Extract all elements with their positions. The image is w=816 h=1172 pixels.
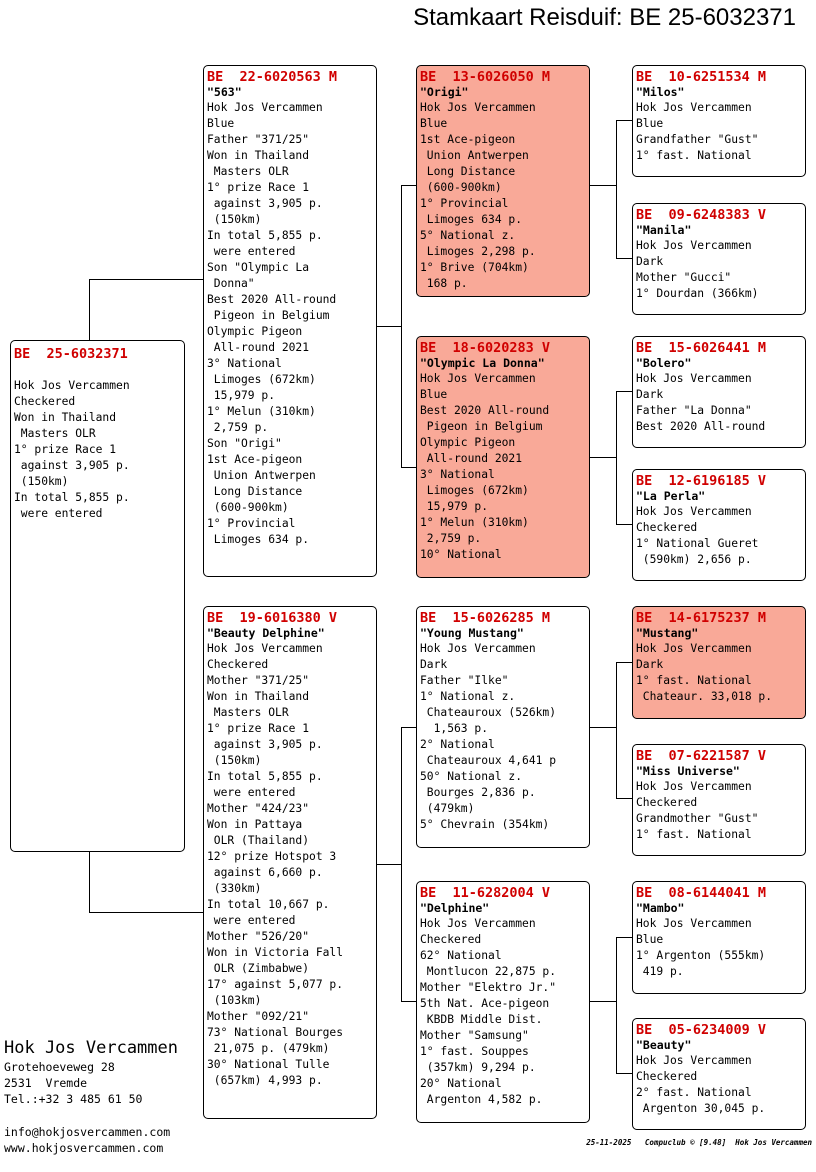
detail-line: 20° National [420, 1077, 502, 1090]
detail-line: against 6,660 p. [207, 866, 323, 879]
pigeon-name: "Milos" [636, 85, 685, 99]
detail-line: Limoges 634 p. [207, 533, 310, 546]
pigeon-name: "La Perla" [636, 489, 706, 503]
owner-city: 2531 Vremde [4, 1076, 88, 1090]
detail-line: (150km) [207, 213, 262, 226]
connector [401, 185, 417, 186]
detail-line: (103km) [207, 994, 262, 1007]
detail-line: Dark [420, 658, 448, 671]
detail-line: Father "La Donna" [636, 404, 752, 417]
connector [589, 457, 616, 458]
detail-line: Son "Olympic La [207, 261, 310, 274]
detail-line: were entered [14, 507, 103, 520]
detail-line: Limoges 634 p. [420, 213, 523, 226]
pigeon-details [636, 1053, 802, 1117]
detail-line: Blue [636, 117, 664, 130]
detail-line: Mother "526/20" [207, 930, 310, 943]
detail-line: Hok Jos Vercammen [420, 917, 536, 930]
ring-number: BE 11-6282004 V [420, 885, 551, 901]
detail-line: Hok Jos Vercammen [207, 101, 323, 114]
detail-line: 1° Melun (310km) [420, 516, 529, 529]
detail-line: Best 2020 All-round [636, 420, 766, 433]
detail-line: Checkered [207, 658, 269, 671]
detail-line: Bourges 2,836 p. [420, 786, 536, 799]
detail-line: Dark [636, 388, 664, 401]
detail-line: Mother "Elektro Jr." [420, 981, 557, 994]
detail-line: Won in Thailand [14, 411, 117, 424]
detail-line: KBDB Middle Dist. [420, 1013, 543, 1026]
detail-line: 1° fast. National [636, 828, 752, 841]
detail-line: 5° National z. [420, 229, 516, 242]
detail-line: 2° National [420, 738, 495, 751]
detail-line: Union Antwerpen [420, 149, 529, 162]
connector [589, 727, 616, 728]
detail-line: Blue [420, 388, 448, 401]
connector [616, 937, 617, 1074]
pigeon-details [420, 100, 586, 292]
pigeon-card-sire-dam[interactable] [416, 336, 590, 578]
detail-line: 73° National Bourges [207, 1026, 344, 1039]
detail-line: 1st Ace-pigeon [420, 133, 516, 146]
detail-line: (479km) [420, 802, 475, 815]
detail-line: 1° Brive (704km) [420, 261, 529, 274]
pigeon-details [207, 100, 373, 548]
detail-line: All-round 2021 [420, 452, 523, 465]
detail-line: Olympic Pigeon [207, 325, 303, 338]
detail-line: 1° fast. Souppes [420, 1045, 529, 1058]
connector [89, 912, 204, 913]
detail-line: Checkered [636, 796, 698, 809]
detail-line: Long Distance [420, 165, 516, 178]
detail-line: Hok Jos Vercammen [636, 780, 752, 793]
detail-line: (357km) 9,294 p. [420, 1061, 536, 1074]
pigeon-card-sire[interactable] [203, 65, 377, 577]
detail-line: Masters OLR [14, 427, 96, 440]
detail-line: Checkered [636, 521, 698, 534]
connector [616, 1073, 633, 1074]
detail-line: Best 2020 All-round [207, 293, 337, 306]
detail-line: against 3,905 p. [207, 197, 323, 210]
detail-line: 62° National [420, 949, 502, 962]
detail-line: Limoges (672km) [420, 484, 529, 497]
detail-line: against 3,905 p. [14, 459, 130, 472]
pigeon-name: "Young Mustang" [420, 626, 524, 640]
detail-line: 1° fast. National [636, 674, 752, 687]
ring-number: BE 22-6020563 M [207, 69, 338, 85]
ring-number: BE 15-6026441 M [636, 340, 767, 356]
pigeon-name: "Beauty Delphine" [207, 626, 325, 640]
detail-line: All-round 2021 [207, 341, 310, 354]
connector [616, 798, 633, 799]
detail-line: Checkered [14, 395, 76, 408]
detail-line: Pigeon in Belgium [420, 420, 543, 433]
detail-line: Argenton 4,582 p. [420, 1093, 543, 1106]
detail-line: Son "Origi" [207, 437, 282, 450]
pigeon-card-dds[interactable] [632, 881, 806, 994]
detail-line: against 3,905 p. [207, 738, 323, 751]
connector [89, 851, 90, 913]
detail-line: Union Antwerpen [207, 469, 316, 482]
detail-line: Olympic Pigeon [420, 436, 516, 449]
connector [401, 727, 417, 728]
detail-line: 21,075 p. (479km) [207, 1042, 330, 1055]
detail-line: (150km) [207, 754, 262, 767]
detail-line: 1,563 p. [420, 722, 489, 735]
detail-line: Limoges 2,298 p. [420, 245, 536, 258]
pigeon-card-dam-dam[interactable] [416, 881, 590, 1123]
ring-number: BE 14-6175237 M [636, 610, 767, 626]
detail-line: OLR (Zimbabwe) [207, 962, 310, 975]
owner-name: Hok Jos Vercammen [4, 1038, 178, 1058]
pigeon-details [636, 504, 802, 568]
pigeon-details [420, 916, 586, 1108]
detail-line: Mother "092/21" [207, 1010, 310, 1023]
ring-number: BE 08-6144041 M [636, 885, 767, 901]
detail-line: Chateauroux 4,641 p [420, 754, 557, 767]
pigeon-name: "Origi" [420, 85, 469, 99]
ring-number: BE 10-6251534 M [636, 69, 767, 85]
pigeon-card-dss[interactable] [632, 606, 806, 719]
pigeon-card-sds[interactable] [632, 336, 806, 448]
pigeon-details [14, 378, 181, 522]
detail-line: 1° Dourdan (366km) [636, 287, 759, 300]
detail-line: Pigeon in Belgium [207, 309, 330, 322]
connector [616, 937, 633, 938]
connector [401, 185, 402, 468]
detail-line: 50° National z. [420, 770, 523, 783]
email-link[interactable]: info@hokjosvercammen.com [4, 1125, 171, 1139]
connector [401, 727, 402, 1002]
detail-line: Hok Jos Vercammen [636, 239, 752, 252]
detail-line: Mother "424/23" [207, 802, 310, 815]
pigeon-details [420, 641, 586, 833]
detail-line: Hok Jos Vercammen [207, 642, 323, 655]
detail-line: Chateaur. 33,018 p. [636, 690, 773, 703]
detail-line: Blue [420, 117, 448, 130]
pigeon-details [636, 641, 802, 705]
pigeon-details [636, 100, 802, 164]
connector [376, 326, 401, 327]
pigeon-details [420, 371, 586, 563]
detail-line: 1° fast. National [636, 149, 752, 162]
pigeon-card-sss[interactable] [632, 65, 806, 177]
detail-line: Blue [207, 117, 235, 130]
pigeon-card-dam[interactable] [203, 606, 377, 1119]
pigeon-card-sire-sire[interactable] [416, 65, 590, 297]
connector [616, 120, 617, 259]
detail-line: Hok Jos Vercammen [636, 372, 752, 385]
detail-line: 10° National [420, 548, 502, 561]
detail-line: Father "371/25" [207, 133, 310, 146]
detail-line: were entered [207, 786, 296, 799]
ring-number: BE 05-6234009 V [636, 1022, 767, 1038]
pigeon-name: "Mustang" [636, 626, 699, 640]
ring-number: BE 12-6196185 V [636, 473, 767, 489]
detail-line: (150km) [14, 475, 69, 488]
detail-line: 1° National z. [420, 690, 516, 703]
detail-line: 12° prize Hotspot 3 [207, 850, 337, 863]
footer-credit: 25-11-2025 Compuclub © [9.48] Hok Jos Vercammen [586, 1138, 812, 1147]
owner-address [4, 1037, 178, 1107]
pigeon-name: "Bolero" [636, 356, 692, 370]
connector [589, 1001, 616, 1002]
detail-line: Father "Ilke" [420, 674, 509, 687]
connector [616, 662, 617, 799]
pigeon-card-dam-sire[interactable] [416, 606, 590, 848]
pigeon-details [636, 238, 802, 302]
detail-line: were entered [207, 914, 296, 927]
detail-line: 15,979 p. [420, 500, 489, 513]
pigeon-card-dsd[interactable] [632, 744, 806, 856]
detail-line: 5th Nat. Ace-pigeon [420, 997, 550, 1010]
pigeon-details [207, 641, 373, 1089]
detail-line: Won in Victoria Fall [207, 946, 344, 959]
detail-line: Hok Jos Vercammen [420, 101, 536, 114]
ring-number: BE 09-6248383 V [636, 207, 767, 223]
detail-line: Donna" [207, 277, 255, 290]
detail-line: In total 5,855 p. [207, 770, 323, 783]
connector [89, 279, 90, 341]
pigeon-name: "Mambo" [636, 901, 685, 915]
detail-line: (657km) 4,993 p. [207, 1074, 323, 1087]
detail-line: Hok Jos Vercammen [636, 1054, 752, 1067]
connector [616, 391, 633, 392]
detail-line: Hok Jos Vercammen [636, 642, 752, 655]
pigeon-name: "Delphine" [420, 901, 490, 915]
detail-line: Hok Jos Vercammen [14, 379, 130, 392]
pigeon-card-ddd[interactable] [632, 1018, 806, 1130]
pigeon-card-subject[interactable] [10, 340, 185, 852]
connector [589, 185, 616, 186]
detail-line: Masters OLR [207, 165, 289, 178]
detail-line: Hok Jos Vercammen [420, 372, 536, 385]
detail-line: Limoges (672km) [207, 373, 316, 386]
pigeon-name: "Olympic La Donna" [420, 356, 545, 370]
detail-line: Montlucon 22,875 p. [420, 965, 557, 978]
pigeon-card-ssd[interactable] [632, 203, 806, 315]
detail-line: (600-900km) [207, 501, 289, 514]
connector [616, 524, 633, 525]
detail-line: 1st Ace-pigeon [207, 453, 303, 466]
detail-line: 1° Provincial [420, 197, 509, 210]
connector [616, 391, 617, 525]
detail-line: (590km) 2,656 p. [636, 553, 752, 566]
detail-line: In total 5,855 p. [207, 229, 323, 242]
detail-line: Checkered [420, 933, 482, 946]
owner-phone: Tel.:+32 3 485 61 50 [4, 1092, 143, 1106]
detail-line: OLR (Thailand) [207, 834, 310, 847]
detail-line: (330km) [207, 882, 262, 895]
detail-line: 1° Provincial [207, 517, 296, 530]
ring-number: BE 25-6032371 [14, 346, 128, 362]
detail-line: 2° fast. National [636, 1086, 752, 1099]
detail-line: 1° prize Race 1 [14, 443, 117, 456]
detail-line: 1° prize Race 1 [207, 722, 310, 735]
detail-line: Grandmother "Gust" [636, 812, 759, 825]
connector [616, 258, 633, 259]
detail-line: 168 p. [420, 277, 468, 290]
detail-line: Long Distance [207, 485, 303, 498]
detail-line: 1° National Gueret [636, 537, 759, 550]
pigeon-details [636, 916, 802, 980]
connector [616, 662, 633, 663]
detail-line: In total 5,855 p. [14, 491, 130, 504]
connector [401, 1001, 417, 1002]
connector [89, 279, 204, 280]
detail-line: Hok Jos Vercammen [636, 505, 752, 518]
spacer [14, 362, 181, 378]
connector [376, 864, 401, 865]
detail-line: Hok Jos Vercammen [420, 642, 536, 655]
detail-line: Mother "Gucci" [636, 271, 732, 284]
detail-line: Chateauroux (526km) [420, 706, 557, 719]
detail-line: 1° prize Race 1 [207, 181, 310, 194]
connector [616, 120, 633, 121]
detail-line: Won in Pattaya [207, 818, 303, 831]
detail-line: 2,759 p. [420, 532, 482, 545]
detail-line: 1° Melun (310km) [207, 405, 316, 418]
page-title: Stamkaart Reisduif: BE 25-6032371 [413, 4, 796, 31]
detail-line: 3° National [420, 468, 495, 481]
pigeon-name: "Beauty" [636, 1038, 692, 1052]
detail-line: were entered [207, 245, 296, 258]
detail-line: Argenton 30,045 p. [636, 1102, 766, 1115]
ring-number: BE 18-6020283 V [420, 340, 551, 356]
pigeon-name: "563" [207, 85, 242, 99]
detail-line: 2,759 p. [207, 421, 269, 434]
detail-line: 419 p. [636, 965, 684, 978]
detail-line: Best 2020 All-round [420, 404, 550, 417]
detail-line: 3° National [207, 357, 282, 370]
ring-number: BE 19-6016380 V [207, 610, 338, 626]
pigeon-card-sdd[interactable] [632, 469, 806, 581]
detail-line: Won in Thailand [207, 149, 310, 162]
ring-number: BE 13-6026050 M [420, 69, 551, 85]
detail-line: 1° Argenton (555km) [636, 949, 766, 962]
pigeon-details [636, 371, 802, 435]
pigeon-name: "Manila" [636, 223, 692, 237]
detail-line: Hok Jos Vercammen [636, 917, 752, 930]
owner-street: Grotehoeveweg 28 [4, 1060, 115, 1074]
detail-line: Dark [636, 658, 664, 671]
detail-line: Mother "371/25" [207, 674, 310, 687]
detail-line: Checkered [636, 1070, 698, 1083]
website-link[interactable]: www.hokjosvercammen.com [4, 1141, 164, 1155]
detail-line: Hok Jos Vercammen [636, 101, 752, 114]
owner-contact [4, 1124, 170, 1156]
detail-line: Mother "Samsung" [420, 1029, 529, 1042]
detail-line: In total 10,667 p. [207, 898, 330, 911]
pigeon-name: "Miss Universe" [636, 764, 740, 778]
detail-line: 30° National Tulle [207, 1058, 330, 1071]
ring-number: BE 15-6026285 M [420, 610, 551, 626]
connector [401, 467, 417, 468]
detail-line: (600-900km) [420, 181, 502, 194]
detail-line: 15,979 p. [207, 389, 276, 402]
detail-line: Grandfather "Gust" [636, 133, 759, 146]
detail-line: Dark [636, 255, 664, 268]
detail-line: Masters OLR [207, 706, 289, 719]
pigeon-details [636, 779, 802, 843]
detail-line: 17° against 5,077 p. [207, 978, 344, 991]
detail-line: 5° Chevrain (354km) [420, 818, 550, 831]
detail-line: Won in Thailand [207, 690, 310, 703]
ring-number: BE 07-6221587 V [636, 748, 767, 764]
detail-line: Blue [636, 933, 664, 946]
